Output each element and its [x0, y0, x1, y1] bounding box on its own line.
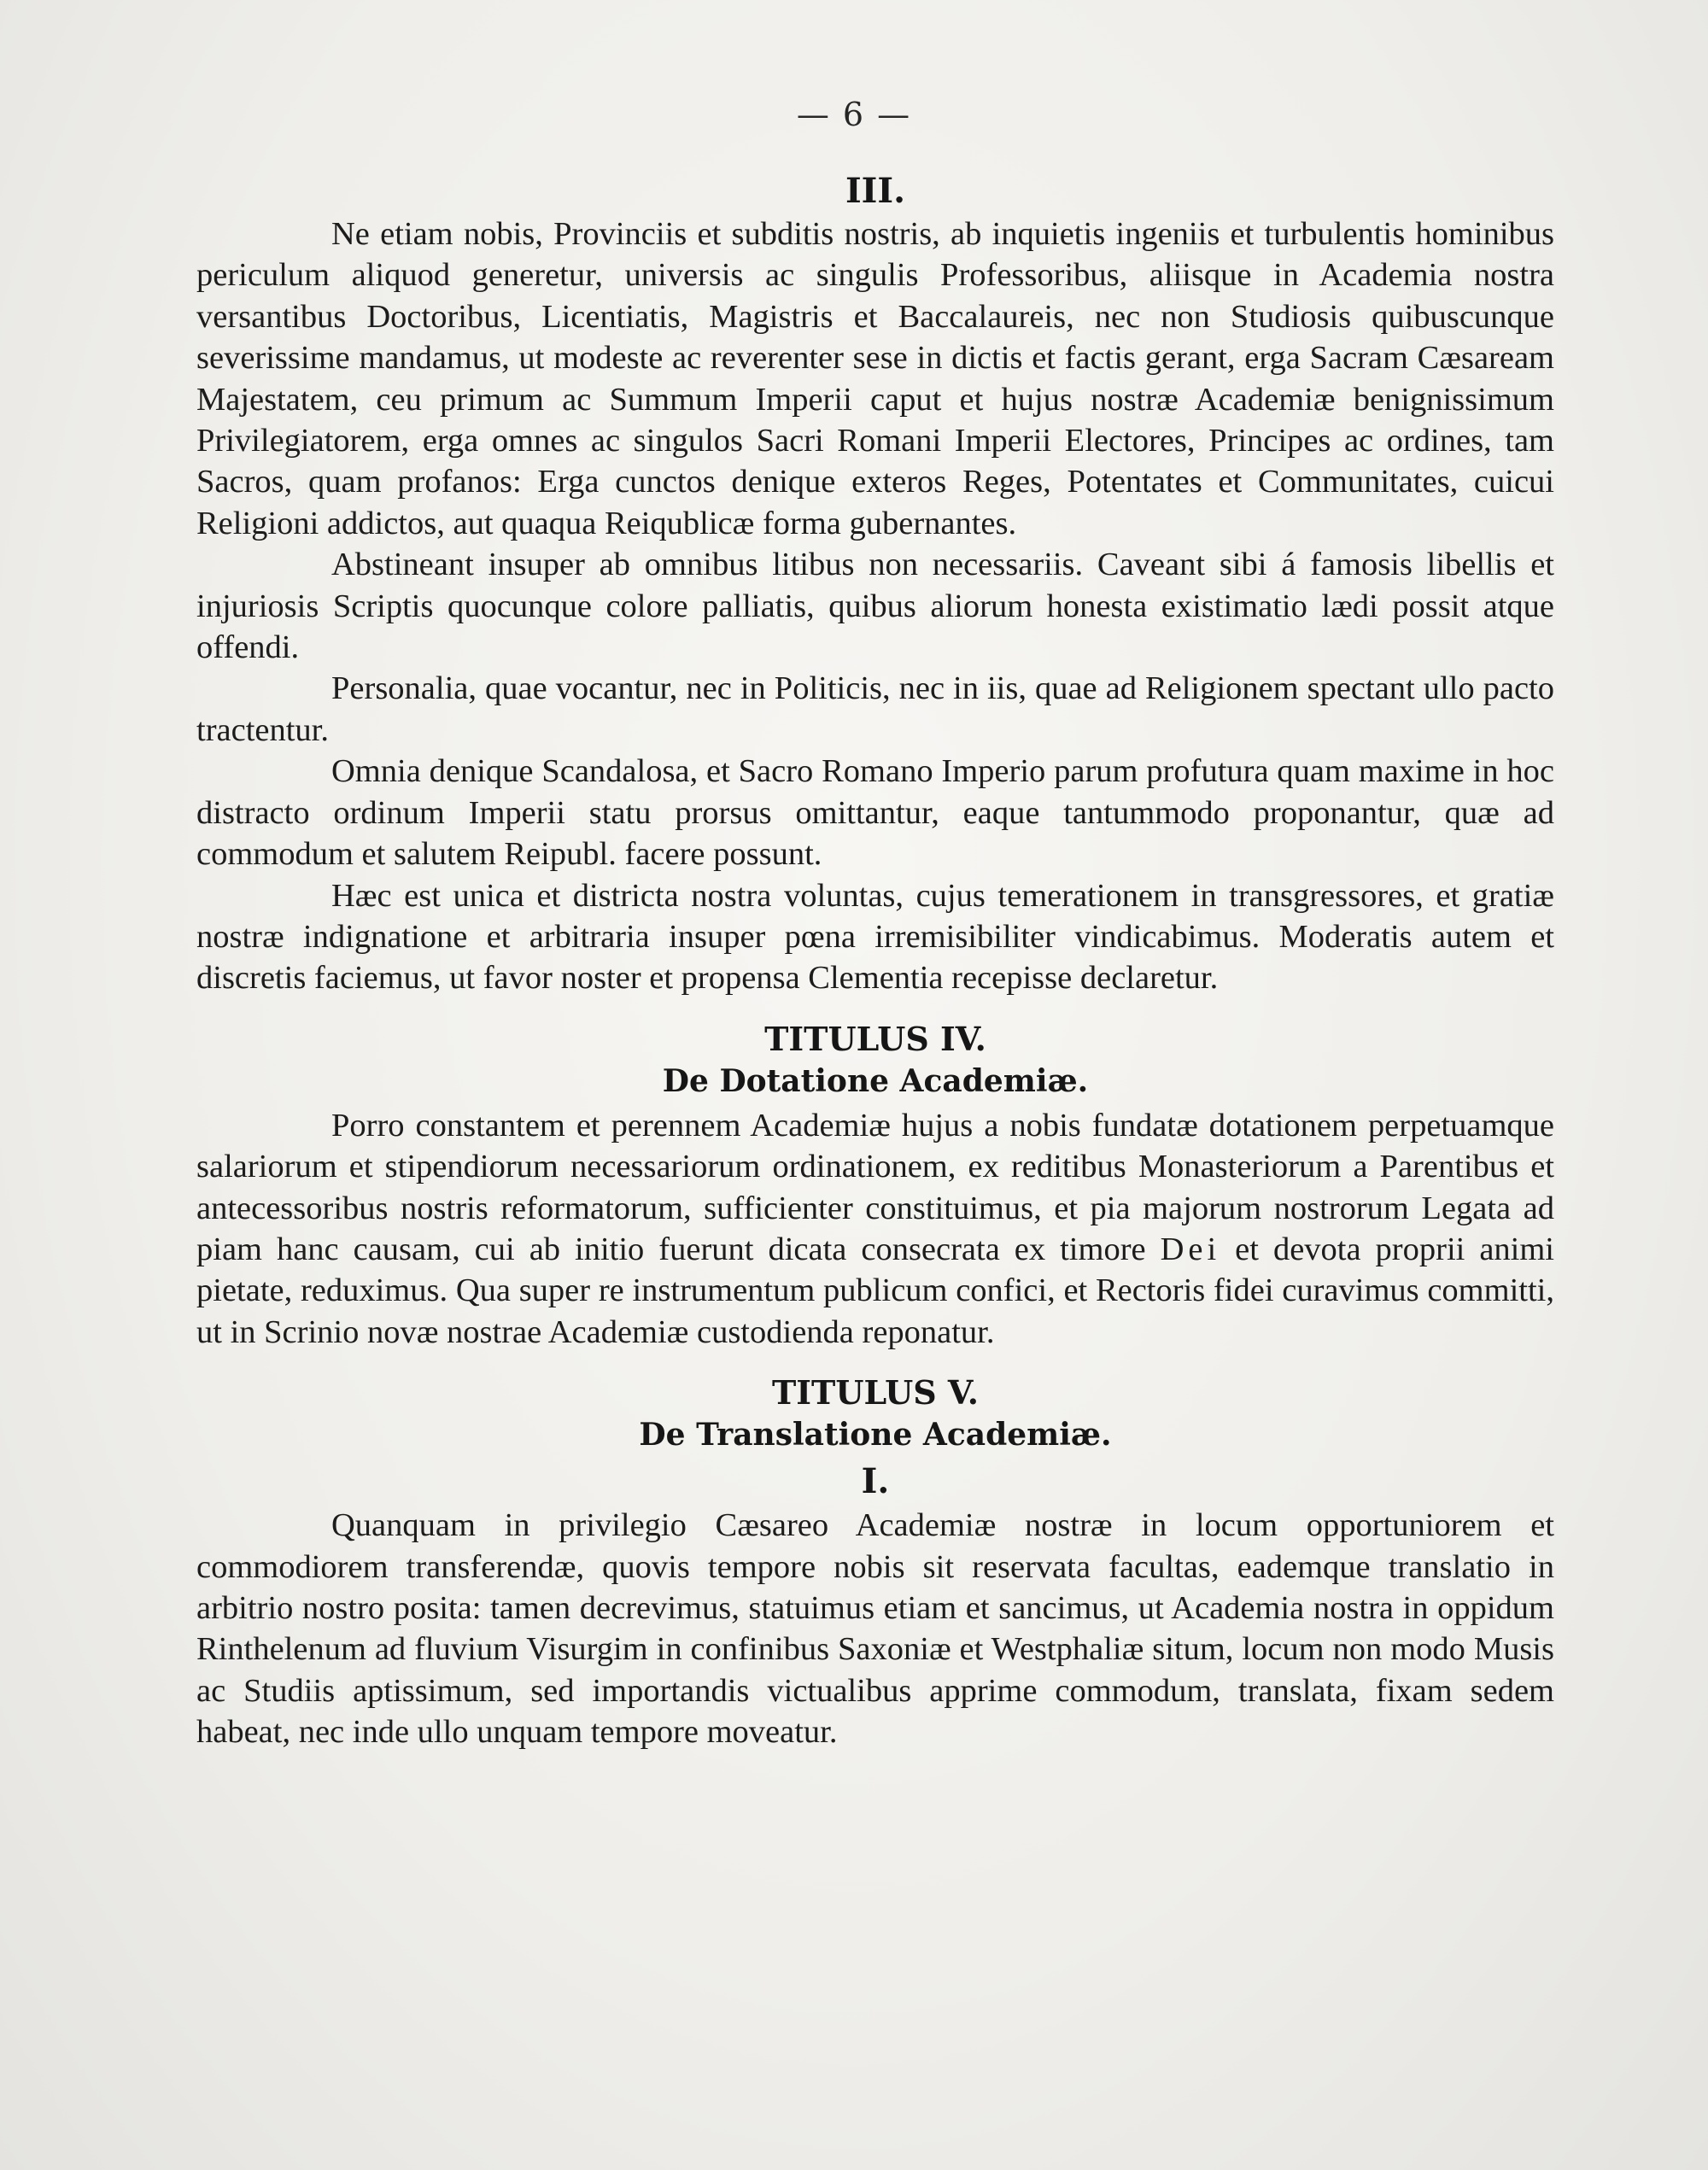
paragraph-dotatione-part-2: et devota proprii animi pietate, reduximus. Qua super re instrumentum publicum confici, et Rectoris fidei curavimus committi, ut in Scrinio novæ nostrae Academiæ custodienda reponatur.: [196, 1231, 1554, 1350]
titulus-v-subtitle: De Translatione Academiæ.: [639, 1417, 1112, 1453]
paragraph-iii-4: Omnia denique Scandalosa, et Sacro Romano Imperio parum profutura quam maxime in hoc distracto ordinum Imperii statu prorsus omittantur, eaque tantummodo proponantur, quæ ad commodum et salutem Reipubl. facere possunt.: [196, 753, 1554, 873]
paragraph-iii-1: Ne etiam nobis, Provinciis et subditis nostris, ab inquietis ingeniis et turbulentis hominibus periculum aliquod generetur, universis ac singulis Professoribus, aliisque in Academia nostra versantibus Doctoribus, Licentiatis, Magistris et Baccalaureis, nec non Studiosis quibuscunque severissime mandamus, ut modeste ac reverenter sese in dictis et factis gerant, erga Sacram Cæsaream Majestatem, ceu primum ac Summum Imperii caput et hujus nostræ Academiæ benignissimum Privilegiatorem, erga omnes ac singulos Sacri Romani Imperii Electores, Principes ac ordines, tam Sacros, quam profanos: Erga cunctos denique exteros Reges, Potentates et Communitates, cuicui Religioni addictos, aut quaqua Reiqublicæ forma gubernantes.: [196, 216, 1554, 541]
titulus-iv-subtitle: De Dotatione Academiæ.: [662, 1062, 1089, 1099]
section-numeral-iii: III.: [845, 171, 906, 211]
page-number: — 6 —: [796, 96, 912, 133]
paragraph-dotatione-part-1: Porro constantem et perennem Academiæ hujus a nobis fundatæ dotationem perpetuamque salariorum et stipendiorum necessariorum ordinationem, ex reditibus Monasteriorum a Parentibus et antecessoribus nostris reformatorum, sufficienter constituimus, et pia majorum nostrorum Legata ad piam hanc causam, cui ab initio fuerunt dicata consecrata ex timore: [196, 1107, 1554, 1267]
page-body: [196, 169, 1554, 1753]
paragraph-dotatione: [196, 1105, 1554, 1353]
paragraph-iii-3: Personalia, quae vocantur, nec in Politicis, nec in iis, quae ad Religionem spectant ullo pacto tractentur.: [196, 670, 1554, 748]
paragraph-iii-5: Hæc est unica et districta nostra voluntas, cujus temerationem in transgressores, et gratiæ nostræ indignatione et arbitraria insuper pœna irremisibiliter vindicabimus. Moderatis autem et discretis faciemus, ut favor noster et propensa Clementia recepisse declaretur.: [196, 877, 1554, 997]
section-numeral-i: I.: [861, 1461, 890, 1502]
paragraph-translatione: Quanquam in privilegio Cæsareo Academiæ nostræ in locum opportuniorem et commodiorem transferendæ, quovis tempore nobis sit reservata facultas, eademque translatio in arbitrio nostro posita: tamen decrevimus, statuimus etiam et sancimus, ut Academia nostra in oppidum Rinthelenum ad fluvium Visurgim in confinibus Saxoniæ et Westphaliæ situm, locum non modo Musis ac Studiis aptissimum, sed importandis victualibus apprime commodum, translata, fixam sedem habeat, nec inde ullo unquam tempore moveatur.: [196, 1507, 1554, 1751]
titulus-v-heading: TITULUS V.: [772, 1373, 979, 1413]
titulus-iv-heading: TITULUS IV.: [764, 1019, 986, 1058]
spaced-word-dei: Dei: [1160, 1231, 1221, 1267]
paragraph-iii-2: Abstineant insuper ab omnibus litibus non necessariis. Caveant sibi á famosis libellis et injuriosis Scriptis quocunque colore palliatis, quibus aliorum honesta existimatio lædi possit atque offendi.: [196, 547, 1554, 666]
